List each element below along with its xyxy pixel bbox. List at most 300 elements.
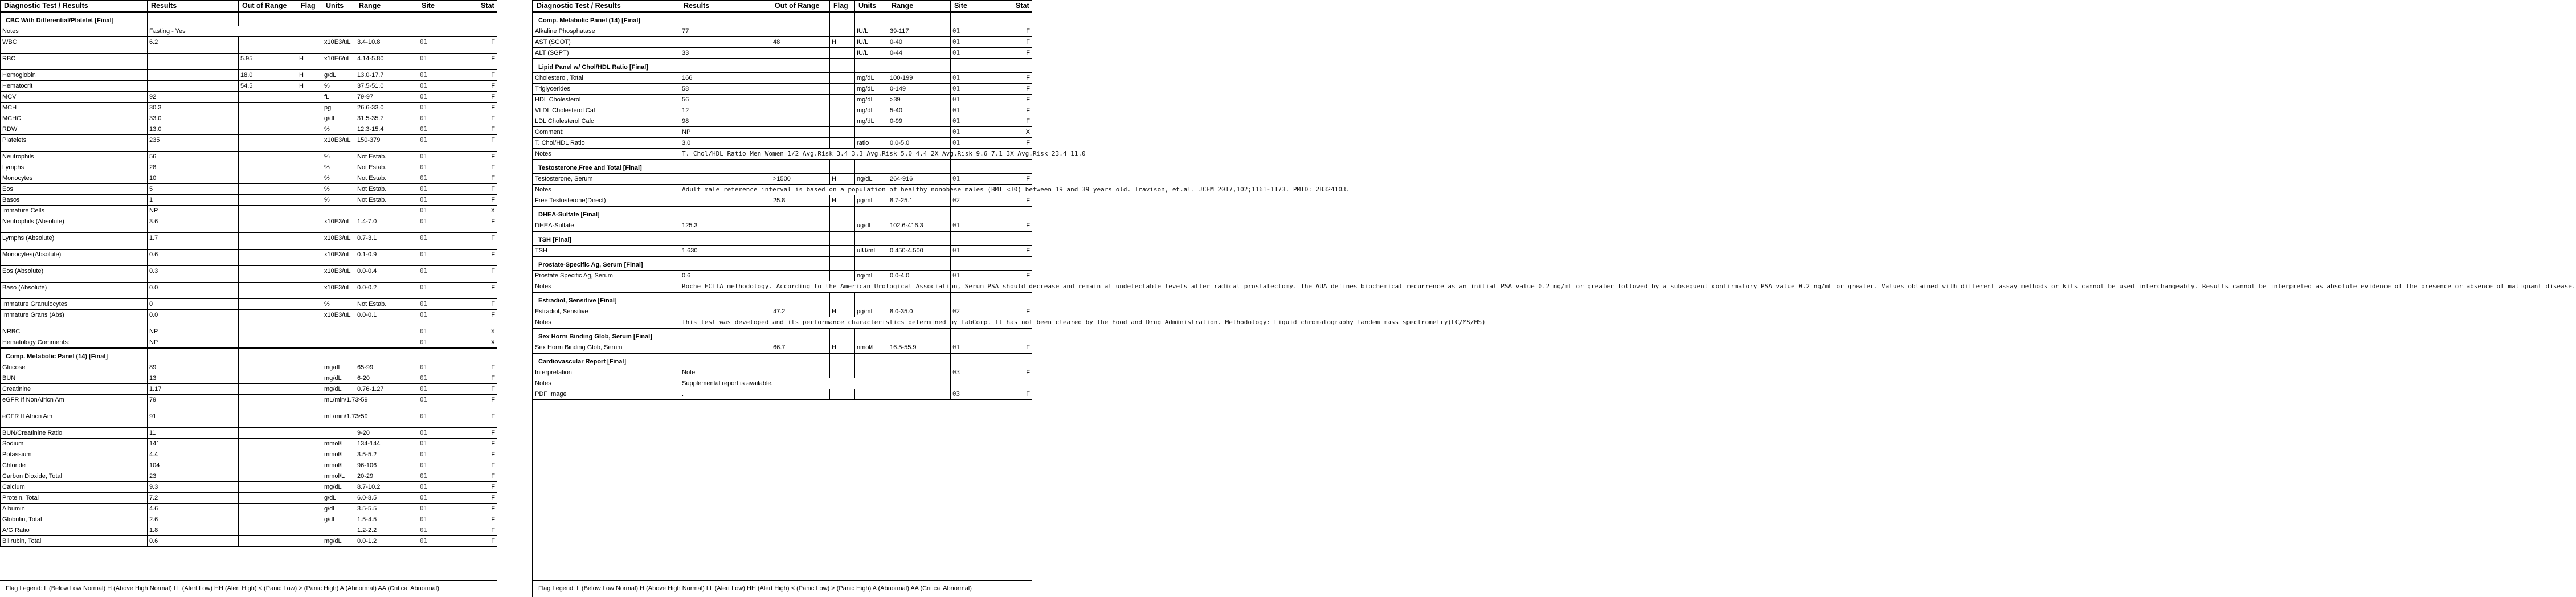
range-value: 0-40 (888, 37, 951, 48)
site-value: 01 (418, 395, 477, 411)
units-value: g/dL (322, 504, 355, 514)
test-name: Alkaline Phosphatase (533, 26, 680, 37)
test-name: RDW (1, 124, 148, 135)
empty-cell (418, 12, 477, 26)
range-value: 31.5-35.7 (355, 113, 418, 124)
stat-value: F (477, 395, 497, 411)
flag-legend-text: Flag Legend: L (Below Low Normal) H (Above High Normal) LL (Alert Low) HH (Alert High) < (Panic Low) > (Panic High) A (Abnormal) AA (Critical Abnormal) (538, 585, 972, 592)
empty-cell (888, 328, 951, 342)
flag-value (830, 73, 855, 84)
result-value: 141 (148, 439, 239, 449)
result-row (533, 138, 1032, 149)
out-of-range-value: 48 (771, 37, 830, 48)
range-value: 1.4-7.0 (355, 216, 418, 233)
result-row (1, 92, 497, 103)
result-value: 30.3 (148, 103, 239, 113)
results-table-right (533, 0, 2576, 400)
units-value: nmol/L (855, 342, 888, 354)
section-header-row (533, 256, 1032, 271)
site-value: 01 (418, 206, 477, 216)
test-name: Comment: (533, 127, 680, 138)
site-value: 01 (418, 504, 477, 514)
result-row (1, 373, 497, 384)
test-name: Bilirubin, Total (1, 536, 148, 547)
stat-value: F (477, 70, 497, 81)
result-value: 7.2 (148, 493, 239, 504)
site-value: 01 (418, 310, 477, 326)
range-value: 0.76-1.27 (355, 384, 418, 395)
site-value: 01 (418, 54, 477, 70)
flag-value (297, 514, 322, 525)
test-name: Eos (1, 184, 148, 195)
units-value: ratio (855, 138, 888, 149)
empty-cell (355, 348, 418, 362)
site-value: 01 (418, 428, 477, 439)
result-row (1, 173, 497, 184)
out-of-range-value (239, 173, 297, 184)
flag-value (297, 362, 322, 373)
range-value: 0-99 (888, 116, 951, 127)
stat-value: X (477, 206, 497, 216)
out-of-range-value (239, 124, 297, 135)
notes-row (1, 26, 497, 37)
units-value: mL/min/1.73 (322, 395, 355, 411)
units-value: % (322, 299, 355, 310)
flag-value: H (830, 306, 855, 317)
site-value: 01 (418, 384, 477, 395)
flag-value (297, 92, 322, 103)
range-value: 6.0-8.5 (355, 493, 418, 504)
empty-cell (148, 12, 239, 26)
site-value: 01 (951, 342, 1012, 354)
out-of-range-value (771, 48, 830, 59)
test-name: Free Testosterone(Direct) (533, 195, 680, 207)
site-value: 01 (951, 138, 1012, 149)
result-row (1, 70, 497, 81)
range-value: Not Estab. (355, 152, 418, 162)
site-value: 01 (951, 37, 1012, 48)
units-value: pg/mL (855, 195, 888, 207)
units-value: % (322, 162, 355, 173)
test-name: Lymphs (Absolute) (1, 233, 148, 250)
units-value (322, 206, 355, 216)
test-name: BUN (1, 373, 148, 384)
range-value: Not Estab. (355, 299, 418, 310)
notes-text: Supplemental report is available. (680, 378, 951, 389)
result-row (533, 342, 1032, 354)
site-value: 01 (418, 411, 477, 428)
stat-value: F (1012, 37, 1032, 48)
result-row (1, 233, 497, 250)
out-of-range-value: 47.2 (771, 306, 830, 317)
result-row (1, 384, 497, 395)
units-value: fL (322, 92, 355, 103)
range-value: Not Estab. (355, 162, 418, 173)
test-name: WBC (1, 37, 148, 54)
site-value: 01 (418, 103, 477, 113)
result-row (533, 95, 1032, 105)
flag-value (297, 373, 322, 384)
out-of-range-value (239, 113, 297, 124)
table-header-row (1, 1, 497, 13)
out-of-range-value (239, 135, 297, 152)
stat-value: X (1012, 127, 1032, 138)
result-row (1, 514, 497, 525)
flag-value (830, 26, 855, 37)
empty-cell (951, 59, 1012, 73)
stat-value: F (477, 428, 497, 439)
site-value: 01 (418, 449, 477, 460)
flag-value (830, 271, 855, 281)
site-value: 01 (418, 460, 477, 471)
test-name: MCHC (1, 113, 148, 124)
result-value (680, 342, 771, 354)
section-title: Comp. Metabolic Panel (14) [Final] (1, 348, 148, 362)
out-of-range-value (771, 73, 830, 84)
out-of-range-value: 54.5 (239, 81, 297, 92)
range-value: 0.0-0.4 (355, 266, 418, 283)
out-of-range-value (239, 206, 297, 216)
stat-value: F (477, 482, 497, 493)
result-value: 28 (148, 162, 239, 173)
result-value: 4.6 (148, 504, 239, 514)
section-header-row (533, 160, 1032, 174)
site-value: 01 (951, 116, 1012, 127)
section-title: Prostate-Specific Ag, Serum [Final] (533, 256, 680, 271)
site-value: 02 (951, 306, 1012, 317)
test-name: RBC (1, 54, 148, 70)
units-value: mL/min/1.73 (322, 411, 355, 428)
empty-cell (855, 12, 888, 26)
range-value: 0.0-5.0 (888, 138, 951, 149)
table-header-row (533, 1, 1032, 13)
result-row (533, 174, 1032, 185)
result-row (1, 216, 497, 233)
result-value: 125.3 (680, 220, 771, 232)
range-value: 13.0-17.7 (355, 70, 418, 81)
stat-value: F (477, 184, 497, 195)
result-row (533, 26, 1032, 37)
out-of-range-value (239, 283, 297, 299)
units-value: mg/dL (855, 116, 888, 127)
site-value: 01 (418, 362, 477, 373)
stat-value: X (477, 326, 497, 337)
section-header-row (533, 12, 1032, 26)
out-of-range-value (239, 103, 297, 113)
col-header-site: Site (951, 1, 1012, 13)
range-value: 96-106 (355, 460, 418, 471)
units-value: IU/L (855, 37, 888, 48)
empty-cell (830, 256, 855, 271)
units-value (855, 127, 888, 138)
site-value: 01 (418, 471, 477, 482)
results-table-left (0, 0, 497, 547)
range-value: 65-99 (355, 362, 418, 373)
flag-value (297, 283, 322, 299)
stat-value: F (477, 504, 497, 514)
empty-cell (680, 292, 771, 306)
range-value: 26.6-33.0 (355, 103, 418, 113)
result-value: 56 (680, 95, 771, 105)
out-of-range-value (239, 92, 297, 103)
section-header-row (1, 12, 497, 26)
empty-cell (239, 348, 297, 362)
site-value: 01 (418, 283, 477, 299)
test-name: VLDL Cholesterol Cal (533, 105, 680, 116)
notes-text: Roche ECLIA methodology. According to the American Urological Association, Serum PSA should decrease and remain at undetectable levels after radical prostatectomy. The AUA defines biochemical recurrence as an initial PSA value 0.2 ng/mL or greater followed by a subsequent confirmatory PSA value 0.2 ng/mL or greater. Values obtained with different assay methods or kits cannot be used interchangeably. Results cannot be interpreted as absolute evidence of the presence or absence of malignant disease. (680, 281, 951, 293)
result-value: 0.6 (680, 271, 771, 281)
test-name: DHEA-Sulfate (533, 220, 680, 232)
section-title: Cardiovascular Report [Final] (533, 353, 680, 367)
result-value: 11 (148, 428, 239, 439)
empty-cell (1012, 12, 1032, 26)
site-value: 01 (418, 514, 477, 525)
col-header-stat: Stat (1012, 1, 1032, 13)
site-value: 01 (418, 195, 477, 206)
result-value: 33 (680, 48, 771, 59)
site-value: 03 (951, 367, 1012, 378)
flag-value (830, 48, 855, 59)
section-header-row (533, 59, 1032, 73)
stat-value: F (477, 283, 497, 299)
result-row (1, 162, 497, 173)
test-name: MCH (1, 103, 148, 113)
stat-value: F (477, 373, 497, 384)
units-value: ng/mL (855, 271, 888, 281)
result-row (533, 84, 1032, 95)
empty-cell (830, 292, 855, 306)
empty-cell (888, 353, 951, 367)
flag-value (297, 233, 322, 250)
empty-cell (951, 256, 1012, 271)
out-of-range-value (771, 271, 830, 281)
result-row (533, 220, 1032, 232)
units-value: g/dL (322, 493, 355, 504)
notes-row (533, 317, 1032, 329)
empty-cell (1012, 256, 1032, 271)
site-value: 01 (418, 124, 477, 135)
units-value: mmol/L (322, 449, 355, 460)
out-of-range-value (239, 233, 297, 250)
site-value: 01 (418, 299, 477, 310)
empty-cell (855, 206, 888, 220)
out-of-range-value (771, 127, 830, 138)
flag-value (297, 206, 322, 216)
test-name: Albumin (1, 504, 148, 514)
result-value: 79 (148, 395, 239, 411)
units-value: x10E6/uL (322, 54, 355, 70)
result-value: 58 (680, 84, 771, 95)
units-value: g/dL (322, 113, 355, 124)
result-row (1, 103, 497, 113)
stat-value: F (1012, 174, 1032, 185)
out-of-range-value (239, 384, 297, 395)
notes-row (533, 378, 1032, 389)
out-of-range-value (771, 246, 830, 257)
site-value: 01 (418, 266, 477, 283)
test-name: Notes (533, 317, 680, 329)
stat-value: F (1012, 220, 1032, 232)
result-row (1, 283, 497, 299)
range-value: 134-144 (355, 439, 418, 449)
flag-value (297, 124, 322, 135)
empty-cell (771, 12, 830, 26)
result-row (1, 299, 497, 310)
result-row (1, 250, 497, 266)
units-value: mg/dL (322, 536, 355, 547)
units-value: ng/dL (855, 174, 888, 185)
flag-value: H (830, 37, 855, 48)
empty-cell (1012, 231, 1032, 246)
flag-value (297, 266, 322, 283)
result-value: 1 (148, 195, 239, 206)
out-of-range-value (239, 439, 297, 449)
out-of-range-value (239, 525, 297, 536)
range-value (355, 206, 418, 216)
range-value (888, 367, 951, 378)
stat-value: F (1012, 73, 1032, 84)
range-value: Not Estab. (355, 195, 418, 206)
col-header-units: Units (322, 1, 355, 13)
flag-value (297, 384, 322, 395)
result-value (680, 195, 771, 207)
test-name: Calcium (1, 482, 148, 493)
flag-value (297, 173, 322, 184)
empty-cell (680, 160, 771, 174)
stat-value: F (477, 536, 497, 547)
test-name: MCV (1, 92, 148, 103)
range-value: 0.0-4.0 (888, 271, 951, 281)
result-row (1, 482, 497, 493)
result-value: 1.17 (148, 384, 239, 395)
result-value: 0.6 (148, 250, 239, 266)
stat-value: F (1012, 271, 1032, 281)
units-value: mg/dL (855, 84, 888, 95)
range-value: 1.5-4.5 (355, 514, 418, 525)
empty-cell (1012, 353, 1032, 367)
range-value: 9-20 (355, 428, 418, 439)
test-name: Immature Cells (1, 206, 148, 216)
stat-value: F (477, 124, 497, 135)
test-name: Neutrophils (1, 152, 148, 162)
site-value: 01 (951, 271, 1012, 281)
empty-cell (477, 12, 497, 26)
units-value: IU/L (855, 48, 888, 59)
test-name: Prostate Specific Ag, Serum (533, 271, 680, 281)
site-value: 01 (951, 73, 1012, 84)
result-row (533, 116, 1032, 127)
result-row (1, 54, 497, 70)
empty-cell (477, 348, 497, 362)
site-value: 01 (951, 105, 1012, 116)
range-value: >59 (355, 395, 418, 411)
flag-value: H (297, 54, 322, 70)
result-row (533, 367, 1032, 378)
site-value: 02 (951, 195, 1012, 207)
site-value: 01 (418, 162, 477, 173)
units-value: mmol/L (322, 460, 355, 471)
out-of-range-value: 18.0 (239, 70, 297, 81)
test-name: Hematology Comments: (1, 337, 148, 349)
result-row (1, 135, 497, 152)
units-value: mg/dL (322, 384, 355, 395)
section-header-row (1, 348, 497, 362)
empty-cell (1012, 292, 1032, 306)
out-of-range-value (239, 299, 297, 310)
site-value: 01 (418, 92, 477, 103)
units-value: x10E3/uL (322, 135, 355, 152)
site-value: 01 (418, 184, 477, 195)
stat-value: F (1012, 389, 1032, 400)
stat-value: F (477, 250, 497, 266)
units-value: % (322, 195, 355, 206)
stat-value: X (477, 337, 497, 349)
test-name: Carbon Dioxide, Total (1, 471, 148, 482)
result-row (1, 195, 497, 206)
test-name: LDL Cholesterol Calc (533, 116, 680, 127)
test-name: Glucose (1, 362, 148, 373)
range-value: 0.450-4.500 (888, 246, 951, 257)
empty-cell (855, 160, 888, 174)
result-value: 2.6 (148, 514, 239, 525)
result-value: 4.4 (148, 449, 239, 460)
out-of-range-value (239, 449, 297, 460)
flag-value (297, 337, 322, 349)
result-row (1, 460, 497, 471)
stat-value: F (477, 384, 497, 395)
empty-cell (1012, 160, 1032, 174)
flag-value (830, 138, 855, 149)
stat-value: F (477, 525, 497, 536)
stat-value: F (477, 81, 497, 92)
test-name: Lymphs (1, 162, 148, 173)
site-value: 01 (951, 127, 1012, 138)
empty-cell (1012, 59, 1032, 73)
out-of-range-value (239, 162, 297, 173)
test-name: Testosterone, Serum (533, 174, 680, 185)
range-value: 0-44 (888, 48, 951, 59)
range-value: 37.5-51.0 (355, 81, 418, 92)
empty-cell (951, 160, 1012, 174)
empty-cell (951, 12, 1012, 26)
flag-value (297, 504, 322, 514)
stat-value: F (477, 135, 497, 152)
stat-value: F (477, 310, 497, 326)
flag-value: H (297, 70, 322, 81)
units-value: % (322, 173, 355, 184)
test-name: T. Chol/HDL Ratio (533, 138, 680, 149)
stat-value: F (1012, 306, 1032, 317)
test-name: Basos (1, 195, 148, 206)
result-value: NP (680, 127, 771, 138)
test-name: HDL Cholesterol (533, 95, 680, 105)
units-value: x10E3/uL (322, 310, 355, 326)
stat-value: F (1012, 246, 1032, 257)
site-value: 01 (418, 250, 477, 266)
result-row (1, 493, 497, 504)
site-value: 01 (418, 173, 477, 184)
flag-legend (0, 580, 497, 597)
result-value: NP (148, 337, 239, 349)
stat-value: F (477, 471, 497, 482)
result-value: 3.0 (680, 138, 771, 149)
col-header-stat: Stat (477, 1, 497, 13)
units-value: IU/L (855, 26, 888, 37)
flag-value (830, 105, 855, 116)
test-name: Platelets (1, 135, 148, 152)
out-of-range-value (239, 362, 297, 373)
site-value: 01 (951, 220, 1012, 232)
